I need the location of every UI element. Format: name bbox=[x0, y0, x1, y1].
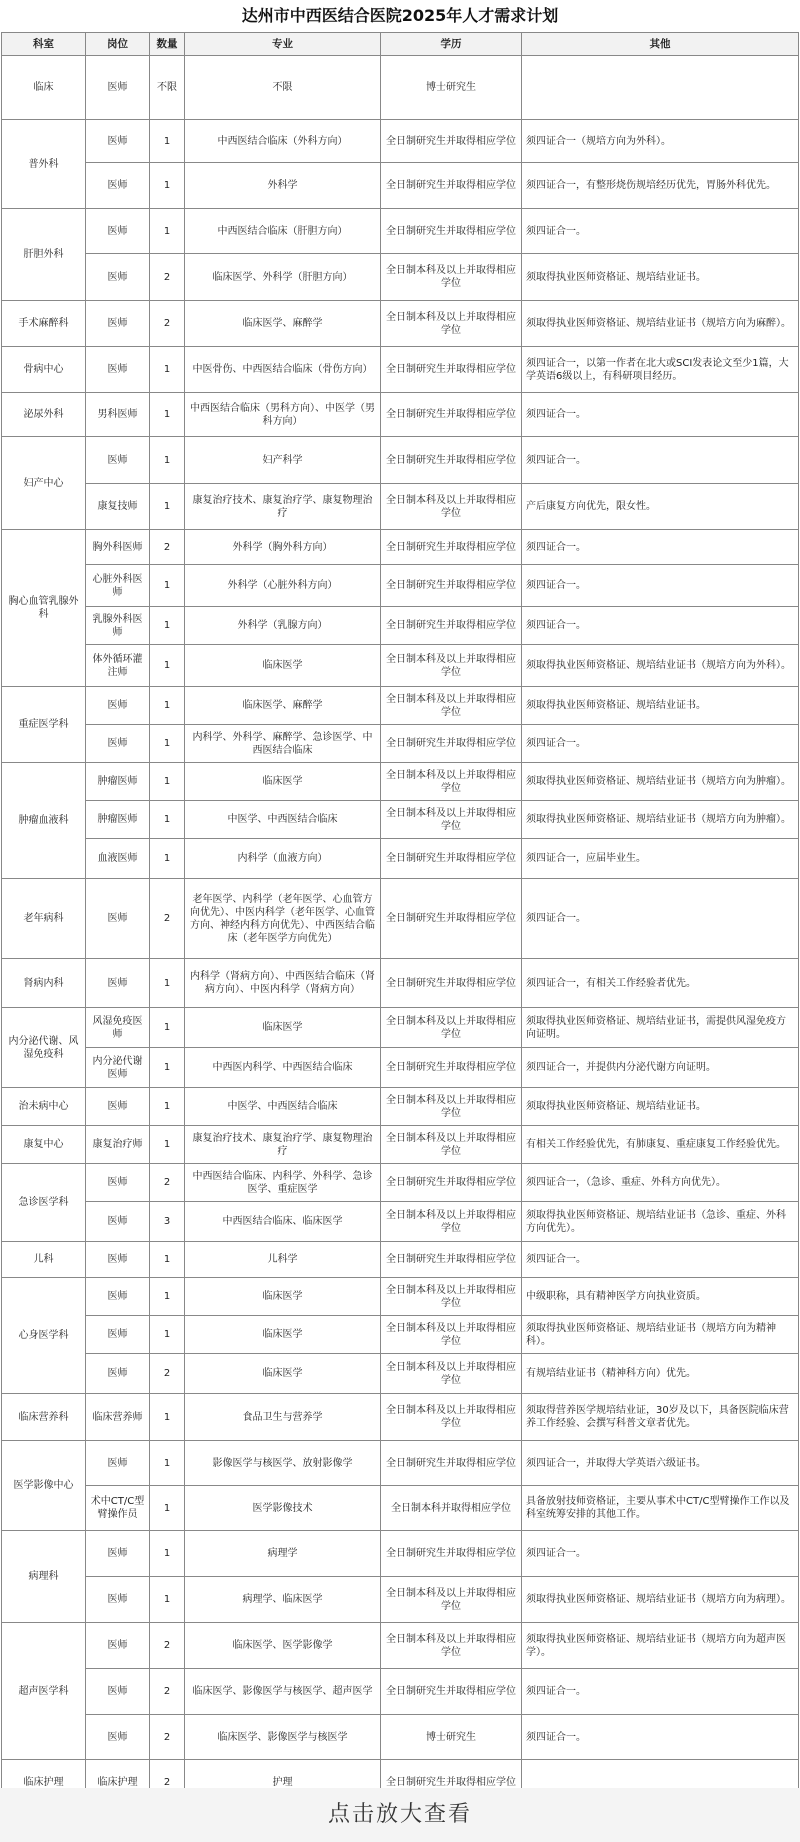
other-cell: 须取得执业医师资格证、规培结业证书。 bbox=[522, 687, 799, 725]
other-cell: 须取得执业医师资格证、规培结业证书（规培方向为麻醉）。 bbox=[522, 301, 799, 347]
position-cell: 医师 bbox=[86, 437, 150, 484]
table-row bbox=[2, 437, 799, 484]
quantity-cell: 1 bbox=[150, 1486, 185, 1531]
table-row bbox=[2, 1316, 799, 1354]
other-cell: 须四证合一，（急诊、重症、外科方向优先）。 bbox=[522, 1164, 799, 1202]
table-row bbox=[2, 56, 799, 120]
position-cell: 乳腺外科医师 bbox=[86, 607, 150, 645]
quantity-cell: 2 bbox=[150, 530, 185, 565]
quantity-cell: 1 bbox=[150, 687, 185, 725]
major-cell: 康复治疗技术、康复治疗学、康复物理治疗 bbox=[185, 1126, 381, 1164]
table-row bbox=[2, 1715, 799, 1760]
quantity-cell: 1 bbox=[150, 484, 185, 530]
other-cell: 须四证合一（规培方向为外科）。 bbox=[522, 120, 799, 163]
position-cell: 康复治疗师 bbox=[86, 1126, 150, 1164]
major-cell: 临床医学、影像医学与核医学 bbox=[185, 1715, 381, 1760]
position-cell: 肿瘤医师 bbox=[86, 763, 150, 801]
position-cell: 医师 bbox=[86, 209, 150, 254]
table-row bbox=[2, 1048, 799, 1088]
table-row bbox=[2, 1623, 799, 1669]
position-cell: 医师 bbox=[86, 1577, 150, 1623]
position-cell: 医师 bbox=[86, 347, 150, 393]
other-cell: 须四证合一。 bbox=[522, 393, 799, 437]
dept-cell: 泌尿外科 bbox=[2, 393, 86, 437]
other-cell: 须取得执业医师资格证、规培结业证书。 bbox=[522, 1088, 799, 1126]
major-cell: 临床医学 bbox=[185, 1316, 381, 1354]
dept-cell: 心身医学科 bbox=[2, 1278, 86, 1394]
dept-cell: 手术麻醉科 bbox=[2, 301, 86, 347]
education-cell: 全日制研究生并取得相应学位 bbox=[381, 607, 522, 645]
major-cell: 中西医结合临床、临床医学 bbox=[185, 1202, 381, 1242]
dept-cell: 儿科 bbox=[2, 1242, 86, 1278]
education-cell: 全日制本科及以上并取得相应学位 bbox=[381, 1577, 522, 1623]
education-cell: 博士研究生 bbox=[381, 56, 522, 120]
quantity-cell: 2 bbox=[150, 254, 185, 301]
major-cell: 病理学 bbox=[185, 1531, 381, 1577]
table-row bbox=[2, 530, 799, 565]
quantity-cell: 1 bbox=[150, 209, 185, 254]
education-cell: 全日制研究生并取得相应学位 bbox=[381, 959, 522, 1008]
dept-cell: 骨病中心 bbox=[2, 347, 86, 393]
zoom-hint-button[interactable]: 点击放大查看 bbox=[0, 1788, 800, 1842]
quantity-cell: 1 bbox=[150, 393, 185, 437]
table-body bbox=[2, 56, 799, 1805]
quantity-cell: 1 bbox=[150, 347, 185, 393]
quantity-cell: 2 bbox=[150, 1760, 185, 1805]
education-cell: 全日制研究生并取得相应学位 bbox=[381, 1164, 522, 1202]
position-cell: 男科医师 bbox=[86, 393, 150, 437]
major-cell: 儿科学 bbox=[185, 1242, 381, 1278]
dept-cell: 超声医学科 bbox=[2, 1623, 86, 1760]
other-cell: 须取得营养医学规培结业证，30岁及以下，具备医院临床营养工作经验、会撰写科普文章者优先。 bbox=[522, 1394, 799, 1441]
other-cell: 须四证合一。 bbox=[522, 437, 799, 484]
major-cell: 中西医结合临床（肝胆方向） bbox=[185, 209, 381, 254]
education-cell: 全日制研究生并取得相应学位 bbox=[381, 725, 522, 763]
table-row bbox=[2, 1126, 799, 1164]
position-cell: 胸外科医师 bbox=[86, 530, 150, 565]
table-row bbox=[2, 565, 799, 607]
major-cell: 老年医学、内科学（老年医学、心血管方向优先）、中医内科学（老年医学、心血管方向、神经内科方向优先）、中西医结合临床（老年医学方向优先） bbox=[185, 879, 381, 959]
table-row bbox=[2, 1394, 799, 1441]
position-cell: 医师 bbox=[86, 1316, 150, 1354]
table-row bbox=[2, 1242, 799, 1278]
header-other: 其他 bbox=[522, 33, 799, 56]
dept-cell: 康复中心 bbox=[2, 1126, 86, 1164]
other-cell: 须取得执业医师资格证、规培结业证书（急诊、重症、外科方向优先）。 bbox=[522, 1202, 799, 1242]
table-row bbox=[2, 1531, 799, 1577]
education-cell: 全日制研究生并取得相应学位 bbox=[381, 565, 522, 607]
other-cell: 须四证合一。 bbox=[522, 1531, 799, 1577]
other-cell: 须四证合一，应届毕业生。 bbox=[522, 839, 799, 879]
position-cell: 医师 bbox=[86, 1242, 150, 1278]
education-cell: 全日制本科及以上并取得相应学位 bbox=[381, 484, 522, 530]
page-title: 达州市中西医结合医院2025年人才需求计划 bbox=[241, 6, 559, 25]
table-row bbox=[2, 254, 799, 301]
dept-cell: 重症医学科 bbox=[2, 687, 86, 763]
major-cell: 临床医学、麻醉学 bbox=[185, 687, 381, 725]
position-cell: 术中CT/C型臂操作员 bbox=[86, 1486, 150, 1531]
quantity-cell: 1 bbox=[150, 1278, 185, 1316]
quantity-cell: 1 bbox=[150, 1394, 185, 1441]
quantity-cell: 1 bbox=[150, 1242, 185, 1278]
quantity-cell: 1 bbox=[150, 163, 185, 209]
education-cell: 全日制本科及以上并取得相应学位 bbox=[381, 301, 522, 347]
quantity-cell: 2 bbox=[150, 1623, 185, 1669]
position-cell: 医师 bbox=[86, 1669, 150, 1715]
education-cell: 博士研究生 bbox=[381, 1715, 522, 1760]
other-cell: 须四证合一。 bbox=[522, 209, 799, 254]
dept-cell: 老年病科 bbox=[2, 879, 86, 959]
education-cell: 全日制研究生并取得相应学位 bbox=[381, 209, 522, 254]
quantity-cell: 2 bbox=[150, 1354, 185, 1394]
position-cell: 内分泌代谢医师 bbox=[86, 1048, 150, 1088]
position-cell: 心脏外科医师 bbox=[86, 565, 150, 607]
table-row bbox=[2, 607, 799, 645]
other-cell: 须四证合一。 bbox=[522, 1669, 799, 1715]
position-cell: 临床营养师 bbox=[86, 1394, 150, 1441]
position-cell: 医师 bbox=[86, 1202, 150, 1242]
table-row bbox=[2, 1441, 799, 1486]
position-cell: 肿瘤医师 bbox=[86, 801, 150, 839]
dept-cell: 肾病内科 bbox=[2, 959, 86, 1008]
education-cell: 全日制本科及以上并取得相应学位 bbox=[381, 254, 522, 301]
table-row bbox=[2, 163, 799, 209]
other-cell: 须取得执业医师资格证、规培结业证书（规培方向为肿瘤）。 bbox=[522, 801, 799, 839]
quantity-cell: 2 bbox=[150, 1669, 185, 1715]
table-row bbox=[2, 301, 799, 347]
header-quantity: 数量 bbox=[150, 33, 185, 56]
major-cell: 中西医内科学、中西医结合临床 bbox=[185, 1048, 381, 1088]
education-cell: 全日制本科及以上并取得相应学位 bbox=[381, 763, 522, 801]
education-cell: 全日制本科及以上并取得相应学位 bbox=[381, 1316, 522, 1354]
other-cell: 须取得执业医师资格证、规培结业证书，需提供风湿免疫方向证明。 bbox=[522, 1008, 799, 1048]
quantity-cell: 1 bbox=[150, 565, 185, 607]
education-cell: 全日制研究生并取得相应学位 bbox=[381, 347, 522, 393]
major-cell: 临床医学 bbox=[185, 1008, 381, 1048]
table-row bbox=[2, 959, 799, 1008]
major-cell: 临床医学、影像医学与核医学、超声医学 bbox=[185, 1669, 381, 1715]
table-row bbox=[2, 801, 799, 839]
major-cell: 外科学（胸外科方向） bbox=[185, 530, 381, 565]
table-row bbox=[2, 725, 799, 763]
quantity-cell: 1 bbox=[150, 1441, 185, 1486]
education-cell: 全日制本科及以上并取得相应学位 bbox=[381, 1354, 522, 1394]
quantity-cell: 1 bbox=[150, 959, 185, 1008]
dept-cell: 急诊医学科 bbox=[2, 1164, 86, 1242]
education-cell: 全日制本科及以上并取得相应学位 bbox=[381, 1394, 522, 1441]
quantity-cell: 1 bbox=[150, 1008, 185, 1048]
table-header-row bbox=[2, 33, 799, 56]
education-cell: 全日制研究生并取得相应学位 bbox=[381, 1531, 522, 1577]
major-cell: 外科学（心脏外科方向） bbox=[185, 565, 381, 607]
education-cell: 全日制本科及以上并取得相应学位 bbox=[381, 1202, 522, 1242]
position-cell: 医师 bbox=[86, 959, 150, 1008]
other-cell: 须四证合一。 bbox=[522, 879, 799, 959]
quantity-cell: 1 bbox=[150, 1126, 185, 1164]
quantity-cell: 1 bbox=[150, 120, 185, 163]
major-cell: 食品卫生与营养学 bbox=[185, 1394, 381, 1441]
table-row bbox=[2, 879, 799, 959]
position-cell: 医师 bbox=[86, 879, 150, 959]
education-cell: 全日制本科及以上并取得相应学位 bbox=[381, 1088, 522, 1126]
position-cell: 医师 bbox=[86, 1164, 150, 1202]
dept-cell: 胸心血管乳腺外科 bbox=[2, 530, 86, 687]
other-cell: 须取得执业医师资格证、规培结业证书（规培方向为肿瘤）。 bbox=[522, 763, 799, 801]
quantity-cell: 1 bbox=[150, 725, 185, 763]
major-cell: 中西医结合临床（男科方向）、中医学（男科方向） bbox=[185, 393, 381, 437]
other-cell: 有规培结业证书（精神科方向）优先。 bbox=[522, 1354, 799, 1394]
dept-cell: 医学影像中心 bbox=[2, 1441, 86, 1531]
quantity-cell: 2 bbox=[150, 301, 185, 347]
education-cell: 全日制本科及以上并取得相应学位 bbox=[381, 1623, 522, 1669]
dept-cell: 肿瘤血液科 bbox=[2, 763, 86, 879]
other-cell: 须四证合一，以第一作者在北大或SCI发表论文至少1篇，大学英语6级以上，有科研项目经历。 bbox=[522, 347, 799, 393]
education-cell: 全日制研究生并取得相应学位 bbox=[381, 393, 522, 437]
table-row bbox=[2, 484, 799, 530]
major-cell: 临床医学 bbox=[185, 1354, 381, 1394]
major-cell: 内科学（血液方向） bbox=[185, 839, 381, 879]
position-cell: 医师 bbox=[86, 56, 150, 120]
education-cell: 全日制研究生并取得相应学位 bbox=[381, 1441, 522, 1486]
other-cell: 须四证合一。 bbox=[522, 725, 799, 763]
quantity-cell: 1 bbox=[150, 607, 185, 645]
table-row bbox=[2, 1278, 799, 1316]
other-cell: 须四证合一，有相关工作经验者优先。 bbox=[522, 959, 799, 1008]
dept-cell: 治未病中心 bbox=[2, 1088, 86, 1126]
quantity-cell: 2 bbox=[150, 879, 185, 959]
other-cell bbox=[522, 56, 799, 120]
major-cell: 护理 bbox=[185, 1760, 381, 1805]
position-cell: 医师 bbox=[86, 1354, 150, 1394]
header-dept: 科室 bbox=[2, 33, 86, 56]
position-cell: 医师 bbox=[86, 1623, 150, 1669]
education-cell: 全日制本科及以上并取得相应学位 bbox=[381, 801, 522, 839]
education-cell: 全日制研究生并取得相应学位 bbox=[381, 163, 522, 209]
other-cell: 中级职称，具有精神医学方向执业资质。 bbox=[522, 1278, 799, 1316]
table-row bbox=[2, 1354, 799, 1394]
table-row bbox=[2, 1486, 799, 1531]
position-cell: 医师 bbox=[86, 163, 150, 209]
education-cell: 全日制研究生并取得相应学位 bbox=[381, 437, 522, 484]
dept-cell: 普外科 bbox=[2, 120, 86, 209]
dept-cell: 妇产中心 bbox=[2, 437, 86, 530]
table-row bbox=[2, 1088, 799, 1126]
position-cell: 医师 bbox=[86, 1715, 150, 1760]
position-cell: 医师 bbox=[86, 1278, 150, 1316]
header-education: 学历 bbox=[381, 33, 522, 56]
position-cell: 医师 bbox=[86, 254, 150, 301]
quantity-cell: 1 bbox=[150, 839, 185, 879]
talent-plan-table bbox=[1, 32, 799, 1805]
table-row bbox=[2, 1202, 799, 1242]
education-cell: 全日制研究生并取得相应学位 bbox=[381, 879, 522, 959]
table-row bbox=[2, 687, 799, 725]
major-cell: 临床医学、麻醉学 bbox=[185, 301, 381, 347]
major-cell: 中医骨伤、中西医结合临床（骨伤方向） bbox=[185, 347, 381, 393]
education-cell: 全日制本科及以上并取得相应学位 bbox=[381, 1278, 522, 1316]
education-cell: 全日制本科及以上并取得相应学位 bbox=[381, 687, 522, 725]
other-cell: 须取得执业医师资格证、规培结业证书（规培方向为超声医学）。 bbox=[522, 1623, 799, 1669]
dept-cell: 临床 bbox=[2, 56, 86, 120]
table-row bbox=[2, 1008, 799, 1048]
major-cell: 医学影像技术 bbox=[185, 1486, 381, 1531]
other-cell: 须四证合一。 bbox=[522, 1242, 799, 1278]
major-cell: 中医学、中西医结合临床 bbox=[185, 1088, 381, 1126]
major-cell: 临床医学 bbox=[185, 645, 381, 687]
other-cell: 须四证合一。 bbox=[522, 1715, 799, 1760]
position-cell: 医师 bbox=[86, 301, 150, 347]
major-cell: 临床医学 bbox=[185, 1278, 381, 1316]
major-cell: 病理学、临床医学 bbox=[185, 1577, 381, 1623]
quantity-cell: 1 bbox=[150, 1088, 185, 1126]
major-cell: 妇产科学 bbox=[185, 437, 381, 484]
major-cell: 临床医学 bbox=[185, 763, 381, 801]
table-row bbox=[2, 763, 799, 801]
quantity-cell: 1 bbox=[150, 1531, 185, 1577]
table-row bbox=[2, 120, 799, 163]
quantity-cell: 不限 bbox=[150, 56, 185, 120]
other-cell: 具备放射技师资格证，主要从事术中CT/C型臂操作工作以及科室统筹安排的其他工作。 bbox=[522, 1486, 799, 1531]
table-row bbox=[2, 839, 799, 879]
education-cell: 全日制研究生并取得相应学位 bbox=[381, 1669, 522, 1715]
position-cell: 体外循环灌注师 bbox=[86, 645, 150, 687]
position-cell: 医师 bbox=[86, 725, 150, 763]
quantity-cell: 1 bbox=[150, 801, 185, 839]
education-cell: 全日制本科及以上并取得相应学位 bbox=[381, 645, 522, 687]
table-row bbox=[2, 209, 799, 254]
position-cell: 血液医师 bbox=[86, 839, 150, 879]
dept-cell: 临床营养科 bbox=[2, 1394, 86, 1441]
position-cell: 医师 bbox=[86, 1088, 150, 1126]
education-cell: 全日制研究生并取得相应学位 bbox=[381, 839, 522, 879]
position-cell: 医师 bbox=[86, 120, 150, 163]
major-cell: 外科学（乳腺方向） bbox=[185, 607, 381, 645]
other-cell: 须取得执业医师资格证、规培结业证书（规培方向为精神科）。 bbox=[522, 1316, 799, 1354]
education-cell: 全日制研究生并取得相应学位 bbox=[381, 1242, 522, 1278]
education-cell: 全日制研究生并取得相应学位 bbox=[381, 530, 522, 565]
dept-cell: 肝胆外科 bbox=[2, 209, 86, 301]
position-cell: 医师 bbox=[86, 1531, 150, 1577]
quantity-cell: 2 bbox=[150, 1164, 185, 1202]
major-cell: 中西医结合临床（外科方向） bbox=[185, 120, 381, 163]
position-cell: 康复技师 bbox=[86, 484, 150, 530]
header-major: 专业 bbox=[185, 33, 381, 56]
position-cell: 医师 bbox=[86, 687, 150, 725]
table-row bbox=[2, 1577, 799, 1623]
table-row bbox=[2, 347, 799, 393]
position-cell: 风湿免疫医师 bbox=[86, 1008, 150, 1048]
other-cell: 须四证合一，并提供内分泌代谢方向证明。 bbox=[522, 1048, 799, 1088]
major-cell: 中医学、中西医结合临床 bbox=[185, 801, 381, 839]
major-cell: 中西医结合临床、内科学、外科学、急诊医学、重症医学 bbox=[185, 1164, 381, 1202]
other-cell: 产后康复方向优先，限女性。 bbox=[522, 484, 799, 530]
education-cell: 全日制本科并取得相应学位 bbox=[381, 1486, 522, 1531]
education-cell: 全日制研究生并取得相应学位 bbox=[381, 120, 522, 163]
other-cell: 须取得执业医师资格证、规培结业证书。 bbox=[522, 254, 799, 301]
quantity-cell: 1 bbox=[150, 437, 185, 484]
quantity-cell: 1 bbox=[150, 1316, 185, 1354]
major-cell: 内科学、外科学、麻醉学、急诊医学、中西医结合临床 bbox=[185, 725, 381, 763]
quantity-cell: 2 bbox=[150, 1715, 185, 1760]
other-cell: 须四证合一。 bbox=[522, 607, 799, 645]
other-cell: 须取得执业医师资格证、规培结业证书（规培方向为外科）。 bbox=[522, 645, 799, 687]
education-cell: 全日制研究生并取得相应学位 bbox=[381, 1048, 522, 1088]
position-cell: 临床护理 bbox=[86, 1760, 150, 1805]
table-row bbox=[2, 1669, 799, 1715]
position-cell: 医师 bbox=[86, 1441, 150, 1486]
dept-cell: 内分泌代谢、风湿免疫科 bbox=[2, 1008, 86, 1088]
major-cell: 内科学（肾病方向）、中西医结合临床（肾病方向）、中医内科学（肾病方向） bbox=[185, 959, 381, 1008]
other-cell: 须四证合一。 bbox=[522, 530, 799, 565]
quantity-cell: 1 bbox=[150, 1048, 185, 1088]
major-cell: 临床医学、外科学（肝胆方向） bbox=[185, 254, 381, 301]
other-cell: 须取得执业医师资格证、规培结业证书（规培方向为病理）。 bbox=[522, 1577, 799, 1623]
dept-cell: 临床护理 bbox=[2, 1760, 86, 1805]
table-row bbox=[2, 1164, 799, 1202]
quantity-cell: 1 bbox=[150, 763, 185, 801]
major-cell: 临床医学、医学影像学 bbox=[185, 1623, 381, 1669]
quantity-cell: 1 bbox=[150, 645, 185, 687]
education-cell: 全日制本科及以上并取得相应学位 bbox=[381, 1126, 522, 1164]
major-cell: 外科学 bbox=[185, 163, 381, 209]
major-cell: 不限 bbox=[185, 56, 381, 120]
dept-cell: 病理科 bbox=[2, 1531, 86, 1623]
table-row bbox=[2, 645, 799, 687]
major-cell: 康复治疗技术、康复治疗学、康复物理治疗 bbox=[185, 484, 381, 530]
education-cell: 全日制本科及以上并取得相应学位 bbox=[381, 1008, 522, 1048]
education-cell: 全日制研究生并取得相应学位 bbox=[381, 1760, 522, 1805]
quantity-cell: 3 bbox=[150, 1202, 185, 1242]
other-cell: 须四证合一，并取得大学英语六级证书。 bbox=[522, 1441, 799, 1486]
major-cell: 影像医学与核医学、放射影像学 bbox=[185, 1441, 381, 1486]
other-cell: 须四证合一。 bbox=[522, 565, 799, 607]
table-row bbox=[2, 393, 799, 437]
other-cell: 有相关工作经验优先，有肺康复、重症康复工作经验优先。 bbox=[522, 1126, 799, 1164]
header-position: 岗位 bbox=[86, 33, 150, 56]
other-cell: 须四证合一，有整形烧伤规培经历优先，胃肠外科优先。 bbox=[522, 163, 799, 209]
quantity-cell: 1 bbox=[150, 1577, 185, 1623]
